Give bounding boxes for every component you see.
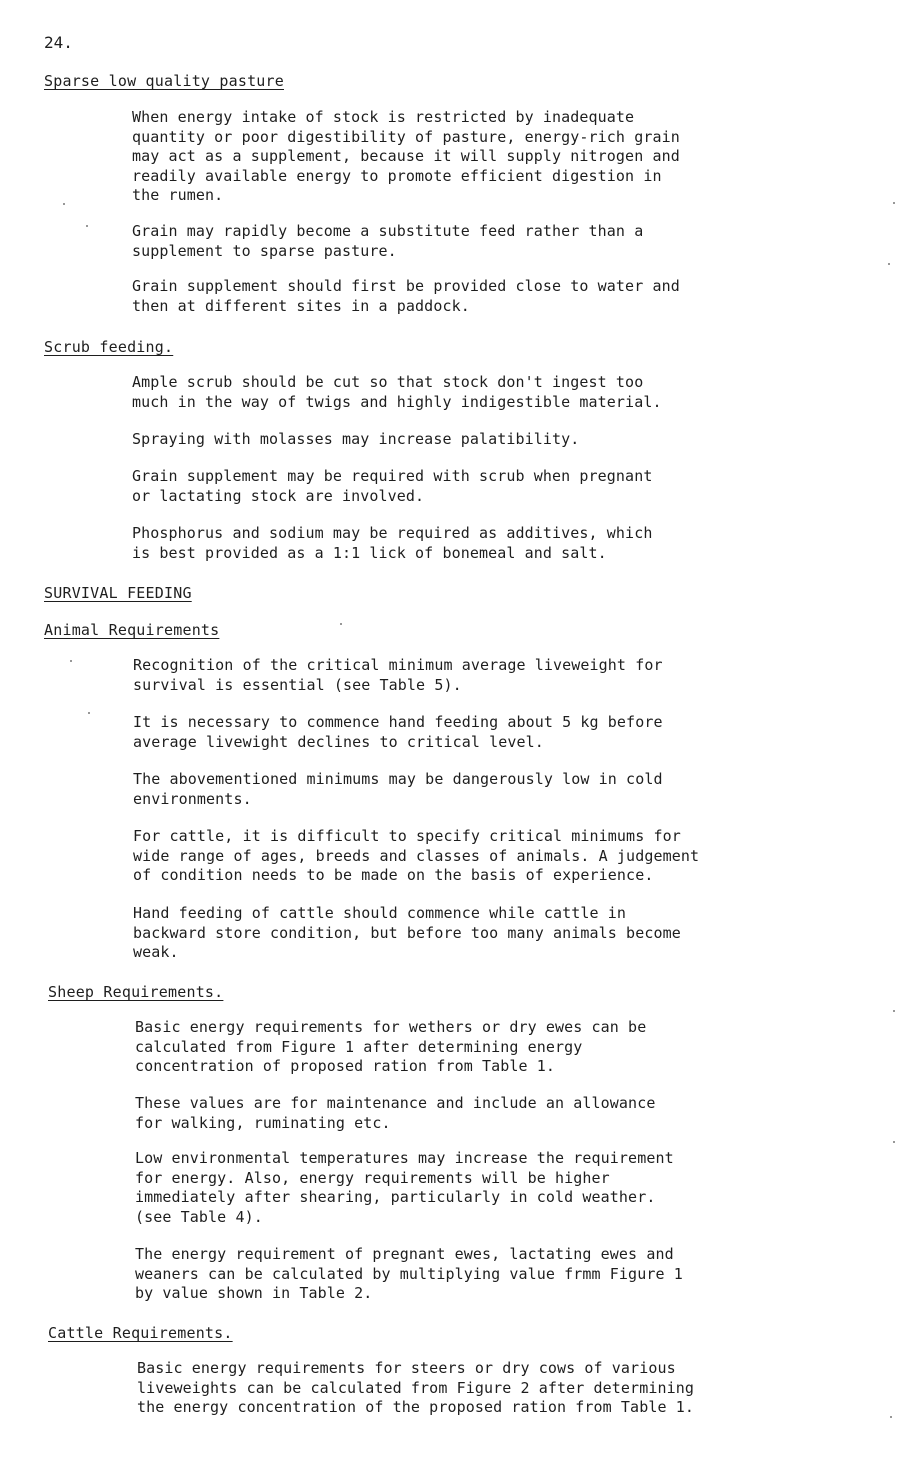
heading-sheep-requirements: Sheep Requirements. (48, 983, 224, 1001)
scan-speck (340, 623, 342, 625)
paragraph-scrub-4: Phosphorus and sodium may be required as additives, which is best provided as a 1:1 lick of bonemeal and salt. (132, 524, 653, 562)
paragraph-animal-2: It is necessary to commence hand feeding about 5 kg before average livewight declines to critical level. (133, 713, 663, 751)
paragraph-sparse-1: When energy intake of stock is restricted by inadequate quantity or poor digestibility of pasture, energy-rich grain may act as a supplement, because it will supply nitrogen and readily available energy to promote efficient digestion in the rumen. (132, 108, 680, 204)
paragraph-animal-5: Hand feeding of cattle should commence while cattle in backward store condition, but before too many animals become weak. (133, 904, 681, 961)
scan-speck (888, 263, 890, 265)
paragraph-sparse-2: Grain may rapidly become a substitute feed rather than a supplement to sparse pasture. (132, 222, 644, 260)
scan-speck (86, 225, 88, 227)
paragraph-animal-4: For cattle, it is difficult to specify critical minimums for wide range of ages, breeds and classes of animals. A judgement of condition needs to be made on the basis of experience. (133, 827, 700, 884)
paragraph-animal-1: Recognition of the critical minimum average liveweight for survival is essential (see Table 5). (133, 656, 663, 694)
paragraph-cattle-1: Basic energy requirements for steers or dry cows of various liveweights can be calculated from Figure 2 after determining the energy concentration of the proposed ration from Table 1. (137, 1359, 694, 1416)
page-number: 24. (44, 33, 73, 52)
paragraph-sheep-3: Low environmental temperatures may increase the requirement for energy. Also, energy requirements will be higher immediately after shearing, particularly in cold weather. (see Table 4). (135, 1149, 674, 1226)
scan-speck (893, 202, 895, 204)
paragraph-sheep-1: Basic energy requirements for wethers or dry ewes can be calculated from Figure 1 after determining energy concentration of proposed ration from Table 1. (135, 1018, 647, 1075)
paragraph-sheep-2: These values are for maintenance and include an allowance for walking, ruminating etc. (135, 1094, 656, 1132)
heading-scrub-feeding: Scrub feeding. (44, 338, 174, 356)
paragraph-animal-3: The abovementioned minimums may be dangerously low in cold environments. (133, 770, 663, 808)
heading-survival-feeding: SURVIVAL FEEDING (44, 584, 192, 602)
heading-cattle-requirements: Cattle Requirements. (48, 1324, 233, 1342)
scan-speck (893, 1010, 895, 1012)
scan-speck (63, 203, 65, 205)
paragraph-sheep-4: The energy requirement of pregnant ewes, lactating ewes and weaners can be calculated by multiplying value frmm Figure 1 by value shown in Table 2. (135, 1245, 683, 1302)
scan-speck (890, 1416, 892, 1418)
scan-speck (88, 712, 90, 714)
scan-speck (893, 1141, 895, 1143)
paragraph-scrub-2: Spraying with molasses may increase palatibility. (132, 430, 580, 448)
heading-animal-requirements: Animal Requirements (44, 621, 220, 639)
paragraph-sparse-3: Grain supplement should first be provided close to water and then at different sites in a paddock. (132, 277, 680, 315)
heading-sparse-pasture: Sparse low quality pasture (44, 72, 284, 90)
paragraph-scrub-3: Grain supplement may be required with scrub when pregnant or lactating stock are involved. (132, 467, 653, 505)
scan-speck (70, 660, 72, 662)
paragraph-scrub-1: Ample scrub should be cut so that stock don't ingest too much in the way of twigs and highly indigestible material. (132, 373, 662, 411)
